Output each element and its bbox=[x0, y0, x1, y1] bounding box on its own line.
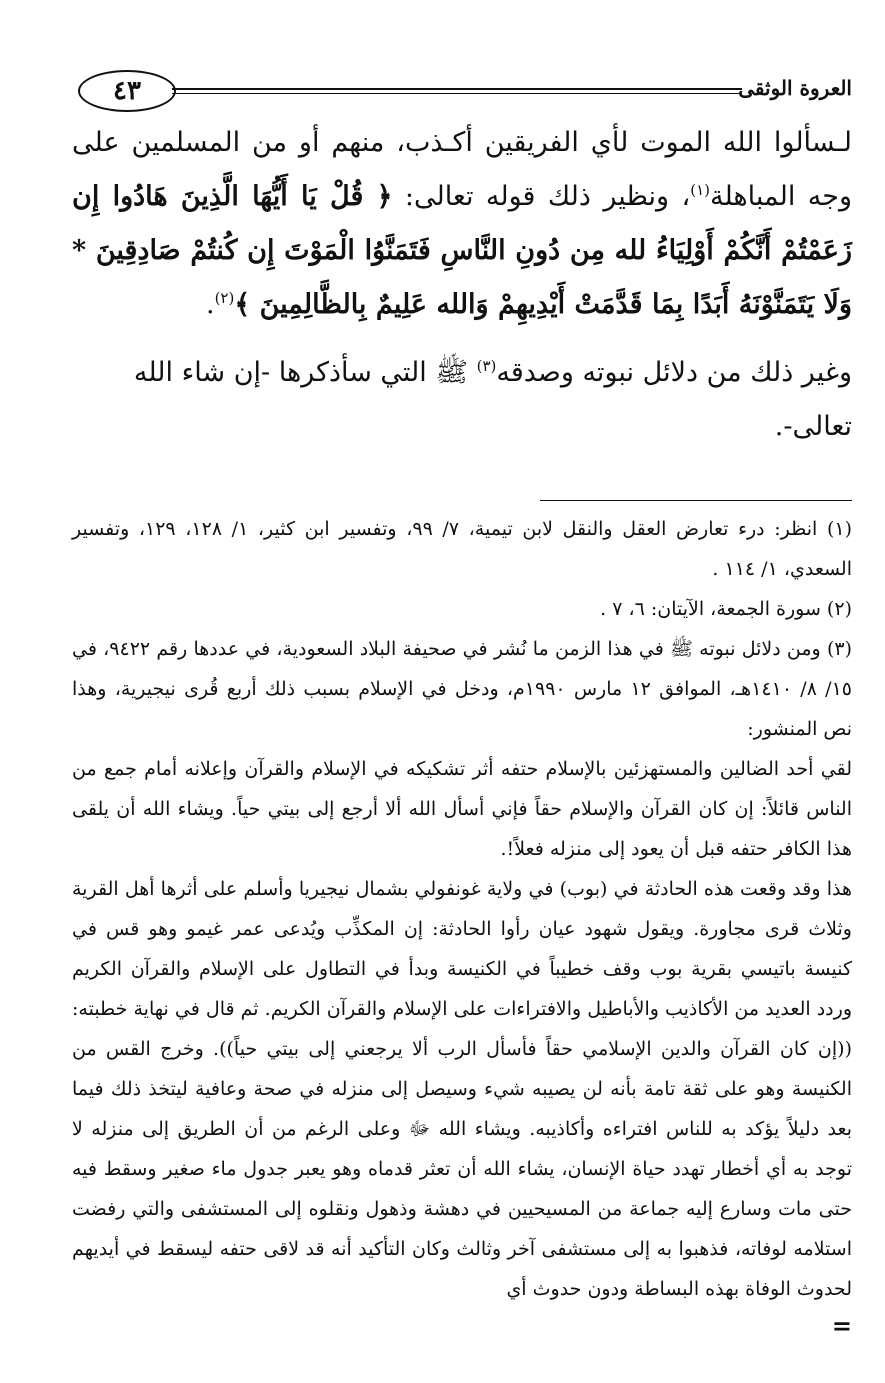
quran-verse: ﴿ قُلْ يَا أَيُّهَا الَّذِينَ هَادُوا إِن زَعَمْتُمْ أَنَّكُمْ أَوْلِيَاءُ لله مِن دُونِ النَّاسِ فَتَمَنَّوُا الْمَوْتَ إِن كُنتُمْ صَادِقِينَ * وَلَا يَتَمَنَّوْنَهُ أَبَدًا بِمَا قَدَّمَتْ أَيْدِيهِمْ وَالله عَلِيمٌ بِالظَّالِمِينَ ﴾ bbox=[72, 181, 852, 320]
footnote-1: (١) انظر: درء تعارض العقل والنقل لابن تيمية، ٧/ ٩٩، وتفسير ابن كثير، ١/ ١٢٨، ١٢٩، وتفسير السعدي، ١/ ١١٤ . bbox=[72, 518, 852, 580]
footnote-3: (٣) ومن دلائل نبوته ﷺ في هذا الزمن ما نُشر في صحيفة البلاد السعودية، في عددها رقم ٩٤٢٢، في ١٥/ ٨/ ١٤١٠هـ، الموافق ١٢ مارس ١٩٩٠م، ودخل في الإسلام بسبب ذلك أربع قُرى نيجيرية، وهذا نص المنشور: bbox=[72, 638, 853, 740]
footnote-ref-3: (٣) bbox=[476, 357, 497, 375]
footnote-quote-2: هذا وقد وقعت هذه الحادثة في (بوب) في ولاية غونفولي بشمال نيجيريا وأسلم على أثرها أهل القرية وثلاث قرى مجاورة. ويقول شهود عيان رأوا الحادثة: إن المكذِّب ويُدعى عمر غيمو وهو قس في كنيسة باتيسي بقرية بوب وقف خطيباً في الكنيسة وبدأ في التطاول على الإسلام والقرآن الكريم وردد العديد من الأكاذيب والأباطيل والافتراءات على الإسلام والقرآن الكريم. ثم قال في نهاية خطبته: ((إن كان القرآن والدين الإسلامي حقاً فأسأل الرب ألا يرجعني إلى بيتي حياً)). وخرج القس من الكنيسة وهو على ثقة تامة بأنه لن يصيبه شيء وسيصل إلى منزله في صحة وعافية ليتخذ ذلك فيما بعد دليلاً يؤكد به للناس افتراءه وأكاذيبه. ويشاء الله ﷻ وعلى الرغم من أن الطريق إلى منزله لا توجد به أي أخطار تهدد حياة الإنسان، يشاء الله أن تعثر قدماه وهو يعبر جدول ماء صغير وسقط فيه حتى مات وسارع إليه جماعة من المسيحيين في دهشة وذهول ونقلوه إلى المستشفى والتي رفضت استلامه لوفاته، فذهبوا به إلى مستشفى آخر وثالث وكان التأكيد أنه قد لاقى حتفه ليسقط في أيديهم لحدوث الوفاة بهذه البساطة ودون حدوث أي bbox=[72, 878, 853, 1300]
para2-text: وغير ذلك من دلائل نبوته وصدقه bbox=[496, 357, 852, 388]
body-paragraph-1: لـسألوا الله الموت لأي الفريقين أكـذب، منهم أو من المسلمين على وجه المباهلة$^{(١)}$، ونظير ذلك قوله تعالى: ﴿ قُلْ يَا أَيُّهَا الَّذِينَ هَادُوا إِن زَعَمْتُمْ أَنَّكُمْ أَوْلِيَاءُ لله مِن دُونِ النَّاسِ فَتَمَنَّوُا الْمَوْتَ إِن كُنتُمْ صَادِقِينَ * وَلَا يَتَمَنَّوْنَهُ أَبَدًا بِمَا قَدَّمَتْ أَيْدِيهِمْ وَالله عَلِيمٌ بِالظَّالِمِينَ ﴾$^{(٢)}$. bbox=[72, 127, 852, 320]
para2-end: ﷺ التي سأذكرها -إن شاء الله تعالى-. bbox=[133, 357, 852, 442]
continuation-mark: = bbox=[831, 1311, 852, 1340]
para1-text: لـسألوا الله الموت لأي الفريقين أكـذب، منهم أو من المسلمين على وجه المباهلة bbox=[72, 127, 852, 212]
page-header bbox=[72, 62, 852, 116]
page-number-badge bbox=[78, 70, 176, 112]
body-paragraph-2 bbox=[72, 346, 852, 454]
footnote-quote-1: لقي أحد الضالين والمستهزئين بالإسلام حتفه أثر تشكيكه في الإسلام والقرآن وإعلانه أمام جمع من الناس قائلاً: إن كان القرآن والإسلام حقاً فإني أسأل الله ألا أرجع إلى بيتي حياً. ويشاء الله أن يلقى هذا الكافر حتفه قبل أن يعود إلى منزله فعلاً!. bbox=[72, 758, 852, 860]
footnote-ref-1: (١) bbox=[690, 181, 710, 199]
book-title: العروة الوثقى bbox=[738, 76, 852, 100]
page-number: ٤٣ bbox=[113, 76, 141, 106]
footnote-separator bbox=[540, 500, 852, 501]
document-page bbox=[72, 62, 852, 1340]
header-rule bbox=[172, 88, 742, 94]
footnote-2: (٢) سورة الجمعة، الآيتان: ٦، ٧ . bbox=[600, 598, 852, 620]
para1-mid: ، ونظير ذلك قوله تعالى: bbox=[392, 181, 691, 212]
footnote-ref-2: (٢) bbox=[214, 289, 235, 307]
